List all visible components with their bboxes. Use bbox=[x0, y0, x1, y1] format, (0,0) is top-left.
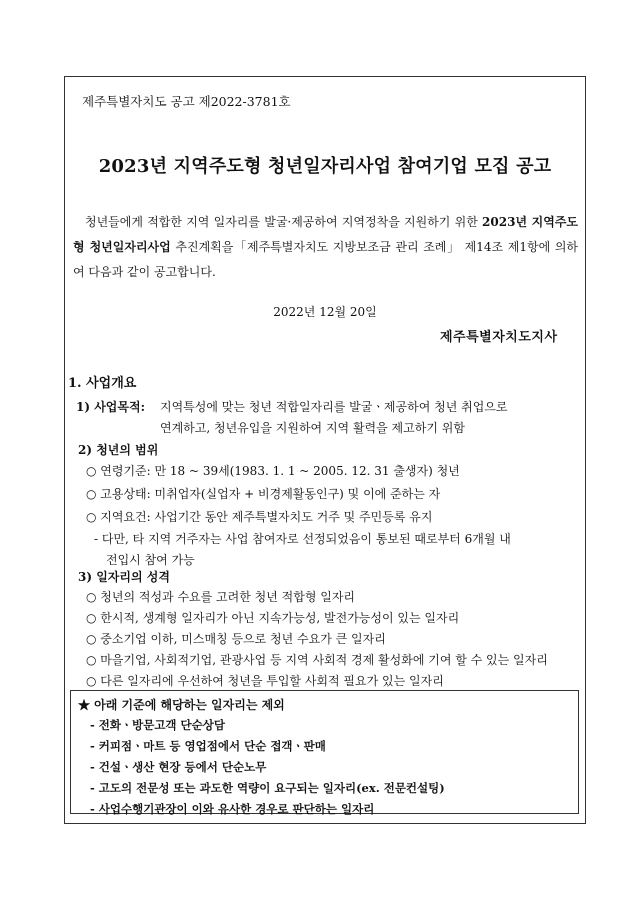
exclusion-item: - 전화ㆍ방문고객 단순상담 bbox=[90, 718, 225, 732]
purpose-line-2: 연계하고, 청년유입을 지원하여 지역 활력을 제고하기 위함 bbox=[160, 421, 465, 435]
intro-paragraph bbox=[73, 210, 578, 285]
exclusion-item: - 사업수행기관장이 이와 유사한 경우로 판단하는 일자리 bbox=[90, 802, 375, 816]
nature-item: ○ 중소기업 이하, 미스매칭 등으로 청년 수요가 큰 일자리 bbox=[86, 632, 386, 646]
purpose-line-1: 지역특성에 맞는 청년 적합일자리를 발굴ㆍ제공하여 청년 취업으로 bbox=[160, 400, 508, 414]
scope-heading: 2) 청년의 범위 bbox=[78, 443, 159, 457]
nature-item: ○ 한시적, 생계형 일자리가 아닌 지속가능성, 발전가능성이 있는 일자리 bbox=[86, 611, 460, 625]
exclusion-item: - 커피점ㆍ마트 등 영업점에서 단순 접객ㆍ판매 bbox=[90, 739, 326, 753]
nature-item: ○ 다른 일자리에 우선하여 청년을 투입할 사회적 필요가 있는 일자리 bbox=[86, 674, 444, 688]
intro-text-2: 추진계획을「제주특별자치도 지방보조금 관리 조례」 제14조 제1항에 의하여 다음과 같이 공고합니다. bbox=[73, 240, 579, 279]
scope-item: ○ 고용상태: 미취업자(실업자 + 비경제활동인구) 및 이에 준하는 자 bbox=[86, 487, 441, 501]
nature-heading: 3) 일자리의 성격 bbox=[78, 570, 170, 584]
scope-note-line-2: 전입시 참여 가능 bbox=[106, 553, 195, 567]
nature-item: ○ 청년의 적성과 수요를 고려한 청년 적합형 일자리 bbox=[86, 590, 356, 604]
purpose-label: 1) 사업목적: bbox=[76, 400, 146, 414]
notice-date: 2022년 12월 20일 bbox=[273, 305, 377, 319]
section-heading: 1. 사업개요 bbox=[68, 376, 137, 391]
exclusion-item: - 고도의 전문성 또는 과도한 역량이 요구되는 일자리(ex. 전문컨설팅) bbox=[90, 781, 445, 795]
page-title: 2023년 지역주도형 청년일자리사업 참여기업 모집 공고 bbox=[98, 156, 552, 177]
scope-item: ○ 지역요건: 사업기간 동안 제주특별자치도 거주 및 주민등록 유지 bbox=[86, 510, 433, 524]
intro-text-1: 청년들에게 적합한 지역 일자리를 발굴·제공하여 지역정착을 지원하기 위한 bbox=[85, 215, 483, 229]
notice-number: 제주특별자치도 공고 제2022-3781호 bbox=[82, 94, 291, 109]
scope-item: ○ 연령기준: 만 18 ~ 39세(1983. 1. 1 ~ 2005. 12. 31 출생자) 청년 bbox=[86, 464, 460, 478]
exclusion-title: ★ 아래 기준에 해당하는 일자리는 제외 bbox=[78, 698, 285, 712]
issuer: 제주특별자치도지사 bbox=[440, 330, 558, 345]
intro-bold: 2023년 지역주도형 청년일자리사업 bbox=[73, 215, 579, 254]
scope-note-line-1: - 다만, 타 지역 거주자는 사업 참여자로 선정되었음이 통보된 때로부터 6개월 내 bbox=[94, 532, 511, 546]
exclusion-item: - 건설ㆍ생산 현장 등에서 단순노무 bbox=[90, 760, 267, 774]
nature-item: ○ 마을기업, 사회적기업, 관광사업 등 지역 사회적 경제 활성화에 기여 할 수 있는 일자리 bbox=[86, 653, 548, 667]
